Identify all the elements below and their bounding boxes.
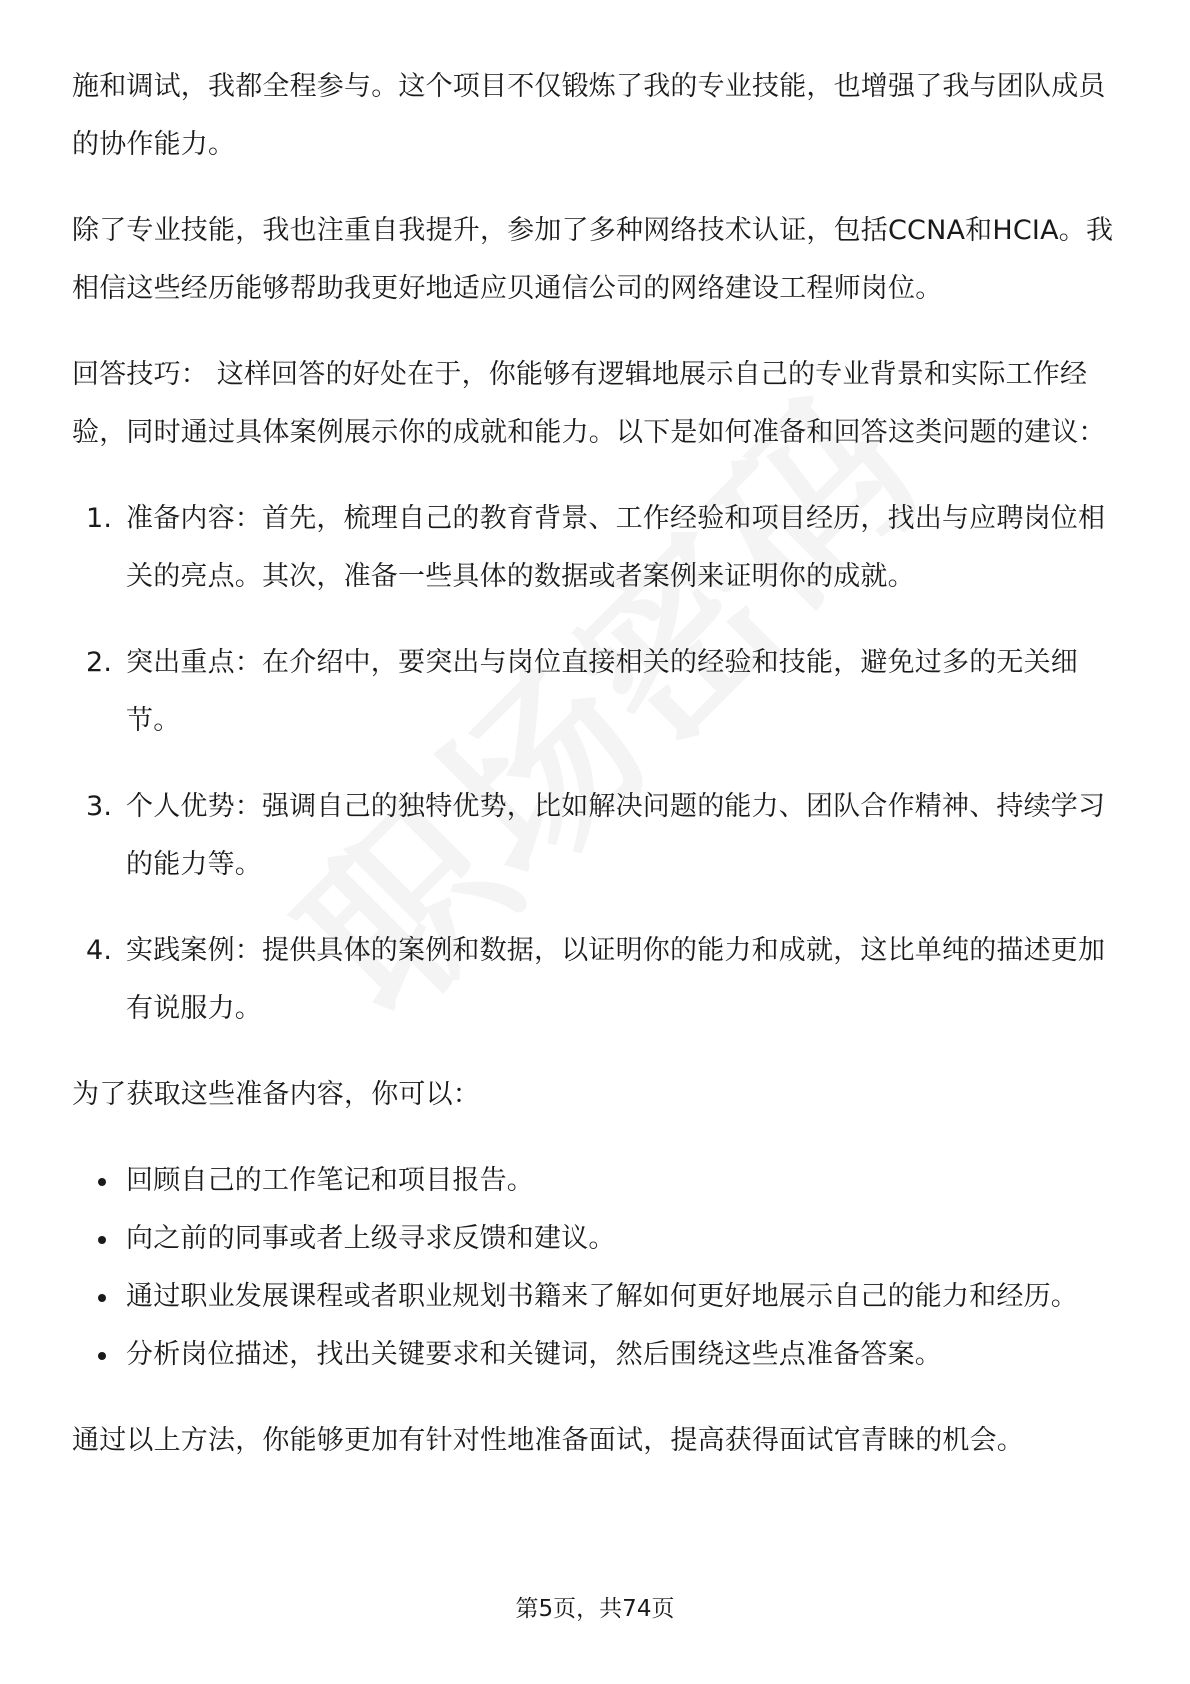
numbered-list	[72, 490, 1122, 1038]
list-item	[72, 922, 1122, 1038]
page-number: 第5页，共74页	[515, 1596, 675, 1622]
list-number: 1.	[86, 503, 113, 534]
bullet-item	[72, 1268, 1122, 1326]
bullet-dot-icon	[98, 1352, 106, 1360]
paragraph: 施和调试，我都全程参与。这个项目不仅锻炼了我的专业技能，也增强了我与团队成员的协作能力。	[72, 71, 1106, 160]
paragraph: 回答技巧： 这样回答的好处在于，你能够有逻辑地展示自己的专业背景和实际工作经验，同时通过具体案例展示你的成就和能力。以下是如何准备和回答这类问题的建议：	[72, 359, 1106, 448]
list-item	[72, 634, 1122, 750]
bullets-intro: 为了获取这些准备内容，你可以：	[72, 1079, 480, 1110]
bullet-dot-icon	[98, 1178, 106, 1186]
paragraph: 除了专业技能，我也注重自我提升，参加了多种网络技术认证，包括CCNA和HCIA。我相信这些经历能够帮助我更好地适应贝通信公司的网络建设工程师岗位。	[72, 215, 1114, 304]
list-number: 2.	[86, 647, 113, 678]
list-item-text: 准备内容：首先，梳理自己的教育背景、工作经验和项目经历，找出与应聘岗位相关的亮点。其次，准备一些具体的数据或者案例来证明你的成就。	[126, 503, 1106, 592]
bullet-dot-icon	[98, 1294, 106, 1302]
bullet-text: 通过职业发展课程或者职业规划书籍来了解如何更好地展示自己的能力和经历。	[126, 1281, 1078, 1312]
list-item-text: 突出重点：在介绍中，要突出与岗位直接相关的经验和技能，避免过多的无关细节。	[126, 647, 1078, 736]
bullet-text: 回顾自己的工作笔记和项目报告。	[126, 1165, 534, 1196]
list-item	[72, 490, 1122, 606]
list-item-text: 实践案例：提供具体的案例和数据，以证明你的能力和成就，这比单纯的描述更加有说服力。	[126, 935, 1106, 1024]
list-number: 3.	[86, 791, 113, 822]
list-item-text: 个人优势：强调自己的独特优势，比如解决问题的能力、团队合作精神、持续学习的能力等。	[126, 791, 1106, 880]
closing-paragraph: 通过以上方法，你能够更加有针对性地准备面试，提高获得面试官青睐的机会。	[72, 1425, 1024, 1456]
bullet-text: 分析岗位描述，找出关键要求和关键词，然后围绕这些点准备答案。	[126, 1339, 942, 1370]
bullet-dot-icon	[98, 1236, 106, 1244]
list-number: 4.	[86, 935, 113, 966]
page-content	[72, 58, 1122, 1498]
list-item	[72, 778, 1122, 894]
bullet-item	[72, 1326, 1122, 1384]
bullet-text: 向之前的同事或者上级寻求反馈和建议。	[126, 1223, 616, 1254]
bullet-list	[72, 1152, 1122, 1384]
bullet-item	[72, 1152, 1122, 1210]
bullet-item	[72, 1210, 1122, 1268]
